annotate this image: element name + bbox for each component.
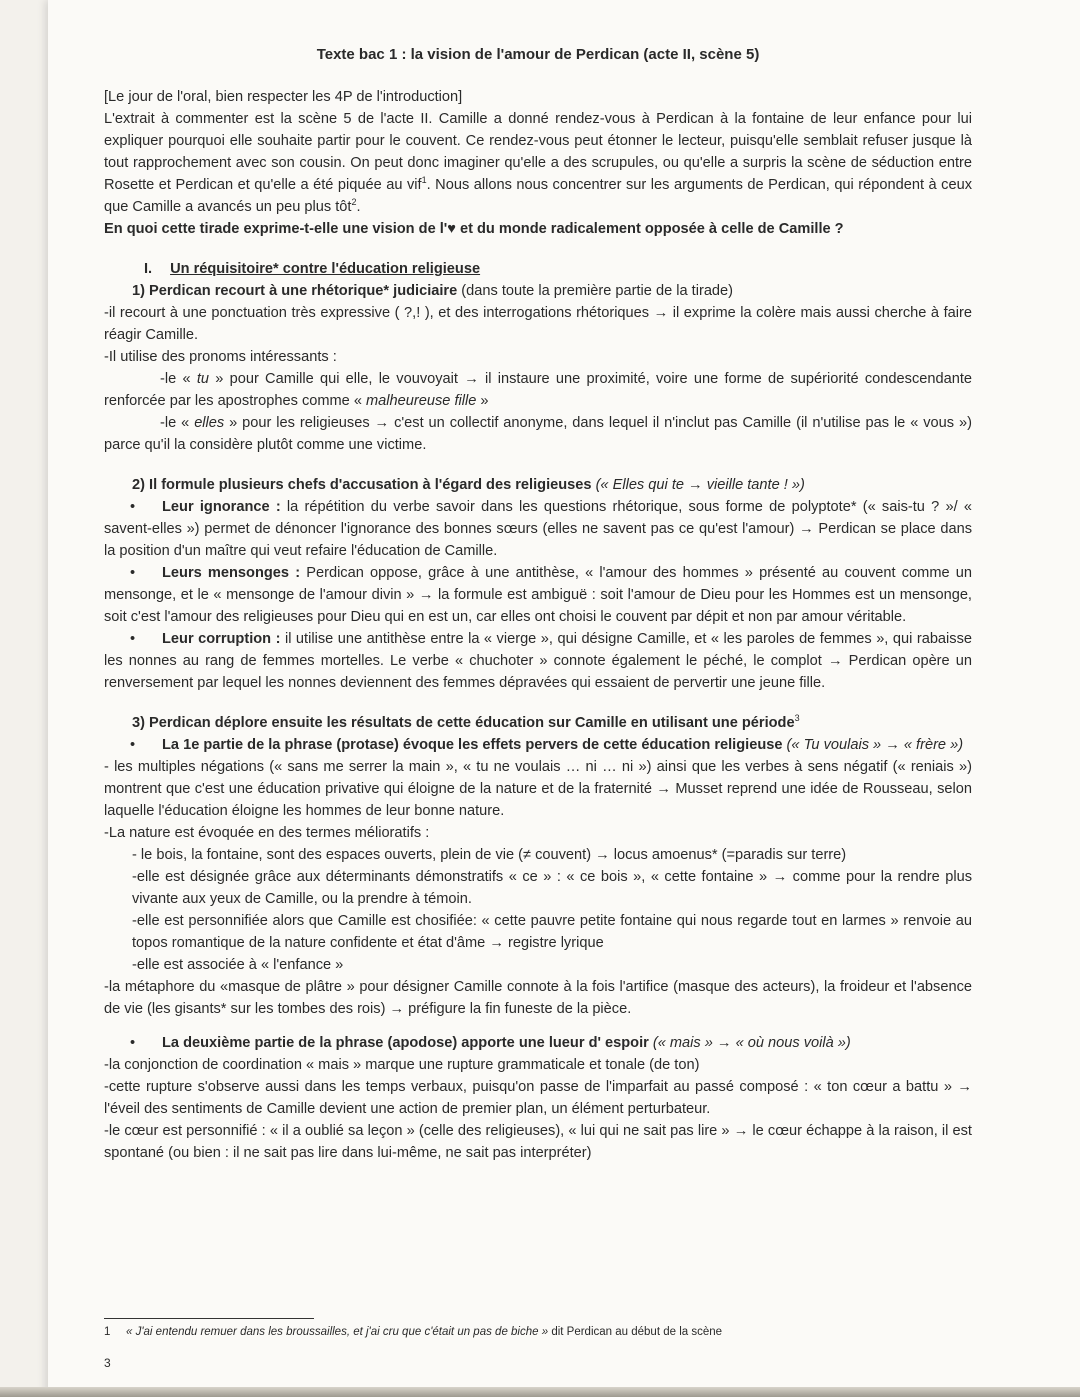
section3-line2: -La nature est évoquée en des termes mélioratifs : (104, 825, 430, 841)
section2-bullet1: • Leur ignorance : la répétition du verbe savoir dans les questions rhétorique, sous forme de polyptote* (« sais-tu ? »/ « savent-elles ») permet de dénoncer l'ignorance des bonnes sœurs (elles ne savent pas ce qu'est l'amour) → Perdican se place dans la position d'un maître qui veut refaire l'éducation de Camille. (104, 499, 972, 559)
page-number: 3 (104, 1356, 111, 1370)
section1-line1: -il recourt à une ponctuation très expressive ( ?,! ), et des interrogations rhétoriques → il exprime la colère mais aussi cherche à faire réagir Camille. (104, 305, 972, 343)
section3-line3: - le bois, la fontaine, sont des espaces ouverts, plein de vie (≠ couvent) → locus amoenus* (=paradis sur terre) (132, 847, 847, 863)
section1-line4: -le « elles » pour les religieuses → c'est un collectif anonyme, dans lequel il n'inclut pas Camille (il n'utilise pas le « vous ») parce qu'il la considère plutôt comme une victime. (104, 415, 972, 453)
problematic-question: En quoi cette tirade exprime-t-elle une vision de l'♥ et du monde radicalement opposée à celle de Camille ? (104, 221, 844, 237)
section3-line6: -elle est associée à « l'enfance » (132, 957, 344, 973)
intro-paragraph: L'extrait à commenter est la scène 5 de l'acte II. Camille a donné rendez-vous à Perdican à la fontaine de leur enfance pour lui expliquer pourquoi elle souhaite partir pour le couvent. Ce rendez-vous peut étonner le lecteur, puisqu'elle semblait refuser jusque là tout rapprochement avec son cousin. On peut donc imaginer qu'elle a des scrupules, ou qu'elle a surpris la scène de séduction entre Rosette et Perdican et qu'elle a été piquée au vif$^1$. Nous allons nous concentrer sur les arguments de Perdican, qui répondent à ceux que Camille a avancés un peu plus tôt$^2$. (104, 111, 972, 215)
section2-bullet3: • Leur corruption : il utilise une antithèse entre la « vierge », qui désigne Camille, et « les paroles de femmes », qui rabaisse les nonnes au rang de femmes mortelles. Le verbe « chuchoter » connote également le péché, le complot → Perdican opère un renversement par lequel les nonnes deviennent des femmes dépravées qui essaient de pervertir une jeune fille. (104, 631, 972, 691)
section3-bullet1: • La 1e partie de la phrase (protase) évoque les effets pervers de cette éducation religieuse (« Tu voulais » → « frère ») (130, 737, 964, 753)
section3-line10: -le cœur est personnifié : « il a oublié sa leçon » (celle des religieuses), « lui qui ne sait pas lire » → le cœur échappe à la raison, il est spontané (ou bien : il ne sait pas lire dans lui-même, ne sait pas interpréter) (104, 1123, 972, 1161)
footnote-separator (104, 1318, 314, 1319)
document-title: Texte bac 1 : la vision de l'amour de Perdican (acte II, scène 5) (316, 46, 760, 63)
section3-line5: -elle est personnifiée alors que Camille est chosifiée: « cette pauvre petite fontaine qui nous regarde tout en larmes » renvoie au topos romantique de la nature confidente et état d'âme → registre lyrique (132, 913, 972, 951)
scan-edge (0, 1387, 1080, 1397)
document-body (104, 44, 972, 1164)
section3-bullet2: • La deuxième partie de la phrase (apodose) apporte une lueur d' espoir (« mais » → « où nous voilà ») (130, 1035, 851, 1051)
section1-title: 1) Perdican recourt à une rhétorique* judiciaire (dans toute la première partie de la tirade) (132, 283, 734, 299)
section1-line3: -le « tu » pour Camille qui elle, le vouvoyait → il instaure une proximité, voire une forme de supériorité condescendante renforcée par les apostrophes comme « malheureuse fille » (104, 371, 972, 409)
section3-line8: -la conjonction de coordination « mais » marque une rupture grammaticale et tonale (de ton) (104, 1057, 700, 1073)
part1-heading: I. Un réquisitoire* contre l'éducation religieuse (144, 261, 481, 277)
section3-title: 3) Perdican déplore ensuite les résultats de cette éducation sur Camille en utilisant une période$^3$ (132, 713, 800, 731)
section1-line2: -Il utilise des pronoms intéressants : (104, 349, 337, 365)
section3-line4: -elle est désignée grâce aux déterminants démonstratifs « ce » : « ce bois », « cette fontaine » → comme pour la rendre plus vivante aux yeux de Camille, ou la prendre à témoin. (132, 869, 972, 907)
footnote-1: 1 « J'ai entendu remuer dans les broussailles, et j'ai cru que c'était un pas de biche » dit Perdican au début de la scène (104, 1326, 723, 1338)
section2-bullet2: • Leurs mensonges : Perdican oppose, grâce à une antithèse, « l'amour des hommes » présenté au couvent comme un mensonge, et le « mensonge de l'amour divin » → la formule est ambiguë : soit l'amour de Dieu pour les Hommes est un mensonge, soit c'est l'amour des religieuses pour Dieu qui en est un, car elles ont choisi le couvent par dépit et non par amour véritable. (104, 565, 972, 625)
section3-line7: -la métaphore du «masque de plâtre » pour désigner Camille connote à la fois l'artifice (masque des acteurs), la froideur et l'absence de vie (les gisants* sur les tombes des rois) → préfigure la fin funeste de la pièce. (104, 979, 972, 1017)
section3-line9: -cette rupture s'observe aussi dans les temps verbaux, puisqu'on passe de l'imparfait au passé composé : « ton cœur a battu » → l'éveil des sentiments de Camille devient une action de premier plan, un élément perturbateur. (104, 1079, 972, 1117)
section2-title: 2) Il formule plusieurs chefs d'accusation à l'égard des religieuses (« Elles qui te → vieille tante ! ») (132, 477, 805, 493)
section3-line1: - les multiples négations (« sans me serrer la main », « tu ne voulais … ni … ni ») ainsi que les verbes à sens négatif (« reniais ») montrent que c'est une éducation privative qui éloigne de la nature et de la fraternité → Musset reprend une idée de Rousseau, selon laquelle l'éducation éloigne les hommes de leur bonne nature. (104, 759, 972, 819)
intro-note: [Le jour de l'oral, bien respecter les 4P de l'introduction] (104, 89, 463, 105)
